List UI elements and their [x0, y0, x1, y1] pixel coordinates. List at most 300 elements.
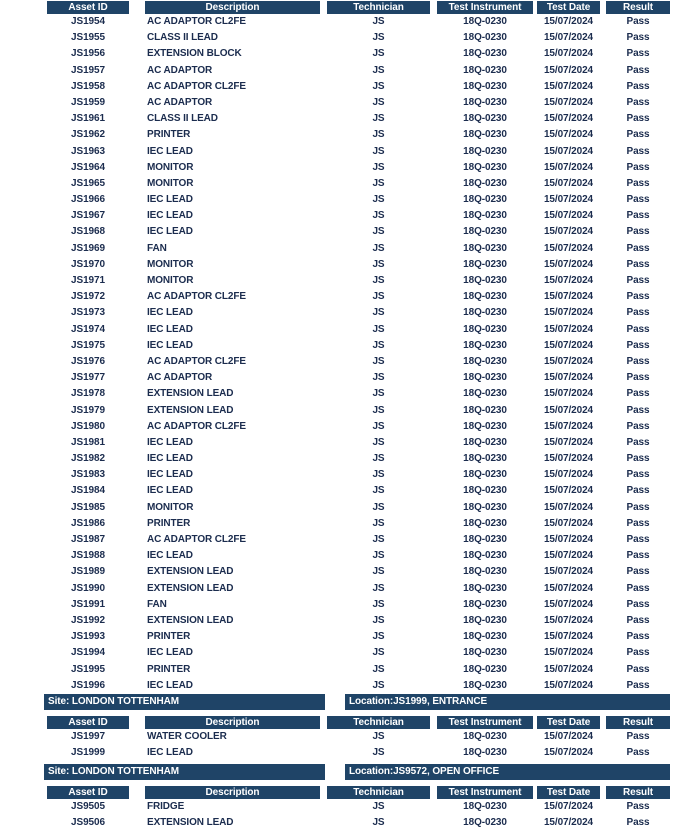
cell-asset-id: JS1965 — [71, 177, 105, 189]
cell-test-instrument: 18Q-0230 — [463, 801, 507, 813]
cell-test-instrument: 18Q-0230 — [463, 275, 507, 286]
cell-asset-id: JS1991 — [71, 598, 105, 610]
cell-description: MONITOR — [147, 501, 194, 513]
column-header-result: Result — [606, 786, 670, 799]
cell-result: Pass — [626, 566, 650, 578]
cell-description: AC ADAPTOR — [147, 64, 213, 76]
table-row — [47, 662, 670, 678]
table-row — [47, 729, 670, 745]
site-location-bar — [44, 694, 670, 710]
report-section — [44, 764, 670, 831]
cell-description: IEC LEAD — [147, 469, 193, 481]
cell-test-date: 15/07/2024 — [543, 355, 594, 367]
cell-result: Pass — [626, 194, 650, 206]
cell-technician: JS — [372, 355, 385, 367]
cell-test-instrument: 18Q-0230 — [463, 534, 507, 545]
cell-test-date: 15/07/2024 — [543, 129, 594, 141]
cell-technician: JS — [372, 420, 385, 432]
cell-result: Pass — [626, 730, 650, 742]
table-row — [47, 548, 670, 564]
cell-asset-id: JS1990 — [71, 582, 105, 594]
cell-test-instrument: 18Q-0230 — [463, 323, 507, 335]
cell-result: Pass — [626, 679, 650, 691]
cell-result: Pass — [626, 48, 650, 60]
cell-description: FAN — [147, 598, 167, 610]
cell-result: Pass — [626, 355, 650, 367]
cell-result: Pass — [626, 550, 650, 562]
table-row — [47, 564, 670, 580]
cell-description: AC ADAPTOR — [147, 372, 213, 384]
site-label: Site: LONDON TOTTENHAM — [44, 764, 325, 780]
cell-test-instrument: 18Q-0230 — [463, 420, 507, 432]
cell-asset-id: JS1978 — [71, 388, 105, 400]
cell-test-date: 15/07/2024 — [543, 323, 594, 335]
cell-test-instrument: 18Q-0230 — [463, 372, 507, 384]
cell-technician: JS — [372, 32, 385, 44]
cell-description: AC ADAPTOR CL2FE — [147, 291, 246, 303]
cell-result: Pass — [626, 582, 650, 594]
cell-description: EXTENSION LEAD — [147, 817, 234, 829]
cell-test-date: 15/07/2024 — [543, 32, 594, 44]
cell-result: Pass — [626, 436, 650, 448]
cell-technician: JS — [372, 582, 385, 594]
cell-test-date: 15/07/2024 — [543, 501, 594, 513]
pat-test-results-table — [44, 0, 670, 832]
table-row — [47, 419, 670, 435]
cell-description: IEC LEAD — [147, 307, 193, 319]
cell-technician: JS — [372, 177, 385, 189]
cell-test-instrument: 18Q-0230 — [463, 355, 507, 367]
cell-description: EXTENSION LEAD — [147, 388, 234, 400]
cell-description: IEC LEAD — [147, 647, 193, 659]
table-row — [47, 435, 670, 451]
cell-description: MONITOR — [147, 258, 194, 270]
cell-asset-id: JS1967 — [71, 210, 105, 222]
cell-description: AC ADAPTOR CL2FE — [147, 80, 246, 92]
cell-result: Pass — [626, 177, 650, 189]
cell-test-date: 15/07/2024 — [543, 161, 594, 173]
cell-technician: JS — [372, 129, 385, 141]
table-row — [47, 403, 670, 419]
cell-asset-id: JS1980 — [71, 420, 105, 432]
cell-asset-id: JS1982 — [71, 453, 105, 465]
table-row — [47, 500, 670, 516]
cell-test-date: 15/07/2024 — [543, 663, 594, 675]
column-header-asset-id: Asset ID — [47, 786, 129, 799]
cell-test-date: 15/07/2024 — [543, 96, 594, 108]
cell-result: Pass — [626, 80, 650, 92]
cell-technician: JS — [372, 614, 385, 626]
cell-description: IEC LEAD — [147, 145, 193, 157]
cell-asset-id: JS1993 — [71, 631, 105, 643]
cell-result: Pass — [626, 614, 650, 626]
cell-description: IEC LEAD — [147, 485, 193, 497]
cell-technician: JS — [372, 469, 385, 481]
cell-technician: JS — [372, 534, 385, 545]
cell-technician: JS — [372, 404, 385, 416]
table-row — [47, 597, 670, 613]
cell-asset-id: JS1974 — [71, 323, 105, 335]
cell-test-date: 15/07/2024 — [543, 48, 594, 60]
cell-technician: JS — [372, 485, 385, 497]
column-header-description: Description — [145, 1, 320, 14]
cell-asset-id: JS1984 — [71, 485, 105, 497]
cell-test-instrument: 18Q-0230 — [463, 631, 507, 643]
cell-result: Pass — [626, 64, 650, 76]
cell-test-date: 15/07/2024 — [543, 566, 594, 578]
cell-test-date: 15/07/2024 — [543, 64, 594, 76]
cell-result: Pass — [626, 275, 650, 286]
cell-test-instrument: 18Q-0230 — [463, 730, 507, 742]
cell-test-instrument: 18Q-0230 — [463, 145, 507, 157]
cell-asset-id: JS1988 — [71, 550, 105, 562]
table-row — [47, 79, 670, 95]
cell-test-date: 15/07/2024 — [543, 485, 594, 497]
cell-result: Pass — [626, 534, 650, 545]
cell-result: Pass — [626, 631, 650, 643]
table-row — [47, 95, 670, 111]
cell-test-date: 15/07/2024 — [543, 679, 594, 691]
cell-technician: JS — [372, 517, 385, 529]
table-row — [47, 63, 670, 79]
cell-description: IEC LEAD — [147, 323, 193, 335]
cell-test-instrument: 18Q-0230 — [463, 161, 507, 173]
cell-description: FAN — [147, 242, 167, 254]
cell-result: Pass — [626, 307, 650, 319]
cell-asset-id: JS1975 — [71, 339, 105, 351]
cell-test-instrument: 18Q-0230 — [463, 647, 507, 659]
cell-result: Pass — [626, 647, 650, 659]
cell-test-instrument: 18Q-0230 — [463, 598, 507, 610]
table-row — [47, 14, 670, 30]
cell-description: IEC LEAD — [147, 436, 193, 448]
cell-test-instrument: 18Q-0230 — [463, 258, 507, 270]
cell-asset-id: JS9506 — [71, 817, 105, 829]
cell-test-instrument: 18Q-0230 — [463, 550, 507, 562]
table-row — [47, 30, 670, 46]
cell-result: Pass — [626, 161, 650, 173]
cell-description: IEC LEAD — [147, 210, 193, 222]
cell-asset-id: JS1968 — [71, 226, 105, 238]
table-row — [47, 111, 670, 127]
cell-asset-id: JS1970 — [71, 258, 105, 270]
table-row — [47, 799, 670, 815]
cell-result: Pass — [626, 485, 650, 497]
site-location-bar — [44, 764, 670, 780]
cell-technician: JS — [372, 388, 385, 400]
cell-result: Pass — [626, 801, 650, 813]
column-header-result: Result — [606, 716, 670, 729]
cell-technician: JS — [372, 96, 385, 108]
cell-asset-id: JS1986 — [71, 517, 105, 529]
cell-test-instrument: 18Q-0230 — [463, 436, 507, 448]
cell-technician: JS — [372, 817, 385, 829]
cell-technician: JS — [372, 145, 385, 157]
cell-result: Pass — [626, 291, 650, 303]
cell-asset-id: JS1996 — [71, 679, 105, 691]
cell-test-date: 15/07/2024 — [543, 194, 594, 206]
table-row — [47, 160, 670, 176]
cell-result: Pass — [626, 258, 650, 270]
cell-result: Pass — [626, 242, 650, 254]
cell-asset-id: JS1997 — [71, 730, 105, 742]
cell-test-date: 15/07/2024 — [543, 631, 594, 643]
cell-technician: JS — [372, 647, 385, 659]
cell-test-date: 15/07/2024 — [543, 420, 594, 432]
cell-technician: JS — [372, 801, 385, 813]
cell-asset-id: JS1972 — [71, 291, 105, 303]
cell-description: PRINTER — [147, 129, 191, 141]
cell-asset-id: JS1966 — [71, 194, 105, 206]
cell-asset-id: JS1955 — [71, 32, 105, 44]
cell-result: Pass — [626, 404, 650, 416]
cell-asset-id: JS1954 — [71, 16, 105, 27]
cell-result: Pass — [626, 96, 650, 108]
cell-asset-id: JS1977 — [71, 372, 105, 384]
cell-test-date: 15/07/2024 — [543, 242, 594, 254]
cell-test-date: 15/07/2024 — [543, 226, 594, 238]
cell-asset-id: JS1964 — [71, 161, 105, 173]
cell-technician: JS — [372, 113, 385, 125]
cell-test-instrument: 18Q-0230 — [463, 339, 507, 351]
cell-description: MONITOR — [147, 275, 194, 286]
cell-technician: JS — [372, 242, 385, 254]
column-header-test-instrument: Test Instrument — [437, 786, 533, 799]
table-row — [47, 144, 670, 160]
cell-test-date: 15/07/2024 — [543, 80, 594, 92]
cell-test-date: 15/07/2024 — [543, 436, 594, 448]
cell-test-instrument: 18Q-0230 — [463, 129, 507, 141]
location-label: Location:JS1999, ENTRANCE — [345, 694, 670, 710]
table-row — [47, 483, 670, 499]
cell-result: Pass — [626, 663, 650, 675]
column-header-description: Description — [145, 716, 320, 729]
cell-asset-id: JS1987 — [71, 534, 105, 545]
table-row — [47, 451, 670, 467]
cell-description: AC ADAPTOR CL2FE — [147, 420, 246, 432]
column-header-technician: Technician — [327, 716, 430, 729]
cell-asset-id: JS1976 — [71, 355, 105, 367]
cell-asset-id: JS1957 — [71, 64, 105, 76]
table-row — [47, 678, 670, 694]
cell-technician: JS — [372, 550, 385, 562]
cell-test-date: 15/07/2024 — [543, 747, 594, 759]
table-row — [47, 46, 670, 62]
cell-test-instrument: 18Q-0230 — [463, 614, 507, 626]
cell-description: IEC LEAD — [147, 453, 193, 465]
table-row — [47, 645, 670, 661]
column-header-technician: Technician — [327, 786, 430, 799]
column-header-asset-id: Asset ID — [47, 716, 129, 729]
column-header-test-instrument: Test Instrument — [437, 1, 533, 14]
cell-test-date: 15/07/2024 — [543, 210, 594, 222]
table-row — [47, 354, 670, 370]
table-row — [47, 581, 670, 597]
cell-asset-id: JS1985 — [71, 501, 105, 513]
cell-technician: JS — [372, 275, 385, 286]
cell-result: Pass — [626, 501, 650, 513]
cell-technician: JS — [372, 631, 385, 643]
cell-description: IEC LEAD — [147, 194, 193, 206]
cell-technician: JS — [372, 453, 385, 465]
cell-technician: JS — [372, 679, 385, 691]
column-header-technician: Technician — [327, 1, 430, 14]
table-header-row — [47, 1, 670, 14]
cell-test-instrument: 18Q-0230 — [463, 817, 507, 829]
cell-test-instrument: 18Q-0230 — [463, 517, 507, 529]
cell-asset-id: JS1979 — [71, 404, 105, 416]
cell-description: AC ADAPTOR CL2FE — [147, 16, 246, 27]
cell-result: Pass — [626, 598, 650, 610]
cell-description: AC ADAPTOR CL2FE — [147, 355, 246, 367]
cell-asset-id: JS1992 — [71, 614, 105, 626]
table-row — [47, 386, 670, 402]
cell-test-instrument: 18Q-0230 — [463, 16, 507, 27]
cell-technician: JS — [372, 226, 385, 238]
table-row — [47, 467, 670, 483]
cell-technician: JS — [372, 372, 385, 384]
cell-technician: JS — [372, 161, 385, 173]
cell-test-date: 15/07/2024 — [543, 534, 594, 545]
cell-description: WATER COOLER — [147, 730, 227, 742]
cell-technician: JS — [372, 307, 385, 319]
table-row — [47, 127, 670, 143]
cell-test-instrument: 18Q-0230 — [463, 679, 507, 691]
cell-test-instrument: 18Q-0230 — [463, 307, 507, 319]
cell-technician: JS — [372, 64, 385, 76]
cell-test-instrument: 18Q-0230 — [463, 469, 507, 481]
cell-result: Pass — [626, 517, 650, 529]
cell-test-date: 15/07/2024 — [543, 113, 594, 125]
cell-result: Pass — [626, 129, 650, 141]
cell-description: FRIDGE — [147, 801, 185, 813]
table-row — [47, 516, 670, 532]
cell-test-instrument: 18Q-0230 — [463, 32, 507, 44]
cell-description: EXTENSION LEAD — [147, 614, 234, 626]
cell-test-date: 15/07/2024 — [543, 307, 594, 319]
cell-test-date: 15/07/2024 — [543, 730, 594, 742]
cell-asset-id: JS9505 — [71, 801, 105, 813]
cell-test-instrument: 18Q-0230 — [463, 388, 507, 400]
table-header-row — [47, 716, 670, 729]
cell-test-date: 15/07/2024 — [543, 453, 594, 465]
cell-result: Pass — [626, 747, 650, 759]
cell-technician: JS — [372, 210, 385, 222]
cell-test-date: 15/07/2024 — [543, 517, 594, 529]
cell-result: Pass — [626, 145, 650, 157]
cell-result: Pass — [626, 32, 650, 44]
table-row — [47, 338, 670, 354]
table-row — [47, 273, 670, 289]
cell-test-instrument: 18Q-0230 — [463, 113, 507, 125]
cell-technician: JS — [372, 730, 385, 742]
cell-technician: JS — [372, 339, 385, 351]
cell-result: Pass — [626, 420, 650, 432]
table-row — [47, 532, 670, 548]
column-header-test-date: Test Date — [537, 786, 600, 799]
cell-asset-id: JS1999 — [71, 747, 105, 759]
cell-test-date: 15/07/2024 — [543, 801, 594, 813]
table-header-row — [47, 786, 670, 799]
cell-description: CLASS II LEAD — [147, 113, 218, 125]
cell-description: PRINTER — [147, 663, 191, 675]
cell-asset-id: JS1971 — [71, 275, 105, 286]
cell-test-instrument: 18Q-0230 — [463, 226, 507, 238]
cell-description: IEC LEAD — [147, 679, 193, 691]
cell-test-date: 15/07/2024 — [543, 469, 594, 481]
cell-test-instrument: 18Q-0230 — [463, 453, 507, 465]
column-header-result: Result — [606, 1, 670, 14]
cell-test-instrument: 18Q-0230 — [463, 242, 507, 254]
cell-description: AC ADAPTOR CL2FE — [147, 534, 246, 545]
column-header-test-instrument: Test Instrument — [437, 716, 533, 729]
cell-test-date: 15/07/2024 — [543, 598, 594, 610]
cell-result: Pass — [626, 388, 650, 400]
cell-result: Pass — [626, 372, 650, 384]
cell-asset-id: JS1956 — [71, 48, 105, 60]
table-row — [47, 208, 670, 224]
location-label: Location:JS9572, OPEN OFFICE — [345, 764, 670, 780]
cell-test-instrument: 18Q-0230 — [463, 501, 507, 513]
cell-result: Pass — [626, 323, 650, 335]
cell-test-date: 15/07/2024 — [543, 582, 594, 594]
cell-asset-id: JS1959 — [71, 96, 105, 108]
table-row — [47, 176, 670, 192]
table-row — [47, 745, 670, 761]
cell-description: IEC LEAD — [147, 550, 193, 562]
table-row — [47, 305, 670, 321]
cell-description: EXTENSION LEAD — [147, 404, 234, 416]
table-row — [47, 241, 670, 257]
cell-asset-id: JS1962 — [71, 129, 105, 141]
cell-description: EXTENSION BLOCK — [147, 48, 242, 60]
cell-asset-id: JS1961 — [71, 113, 105, 125]
cell-test-date: 15/07/2024 — [543, 388, 594, 400]
cell-test-instrument: 18Q-0230 — [463, 194, 507, 206]
cell-description: EXTENSION LEAD — [147, 566, 234, 578]
table-row — [47, 224, 670, 240]
cell-technician: JS — [372, 258, 385, 270]
column-header-test-date: Test Date — [537, 1, 600, 14]
cell-test-instrument: 18Q-0230 — [463, 48, 507, 60]
column-header-test-date: Test Date — [537, 716, 600, 729]
cell-test-instrument: 18Q-0230 — [463, 404, 507, 416]
cell-technician: JS — [372, 291, 385, 303]
cell-test-date: 15/07/2024 — [543, 258, 594, 270]
cell-result: Pass — [626, 469, 650, 481]
cell-test-date: 15/07/2024 — [543, 404, 594, 416]
table-row — [47, 257, 670, 273]
cell-technician: JS — [372, 598, 385, 610]
cell-test-date: 15/07/2024 — [543, 145, 594, 157]
cell-technician: JS — [372, 501, 385, 513]
cell-test-date: 15/07/2024 — [543, 372, 594, 384]
cell-description: IEC LEAD — [147, 747, 193, 759]
cell-description: PRINTER — [147, 631, 191, 643]
cell-technician: JS — [372, 663, 385, 675]
cell-technician: JS — [372, 194, 385, 206]
cell-test-instrument: 18Q-0230 — [463, 64, 507, 76]
cell-test-instrument: 18Q-0230 — [463, 566, 507, 578]
cell-test-date: 15/07/2024 — [543, 16, 594, 27]
cell-description: MONITOR — [147, 177, 194, 189]
cell-description: IEC LEAD — [147, 339, 193, 351]
cell-result: Pass — [626, 453, 650, 465]
table-row — [47, 370, 670, 386]
cell-test-instrument: 18Q-0230 — [463, 291, 507, 303]
cell-test-instrument: 18Q-0230 — [463, 80, 507, 92]
table-row — [47, 192, 670, 208]
